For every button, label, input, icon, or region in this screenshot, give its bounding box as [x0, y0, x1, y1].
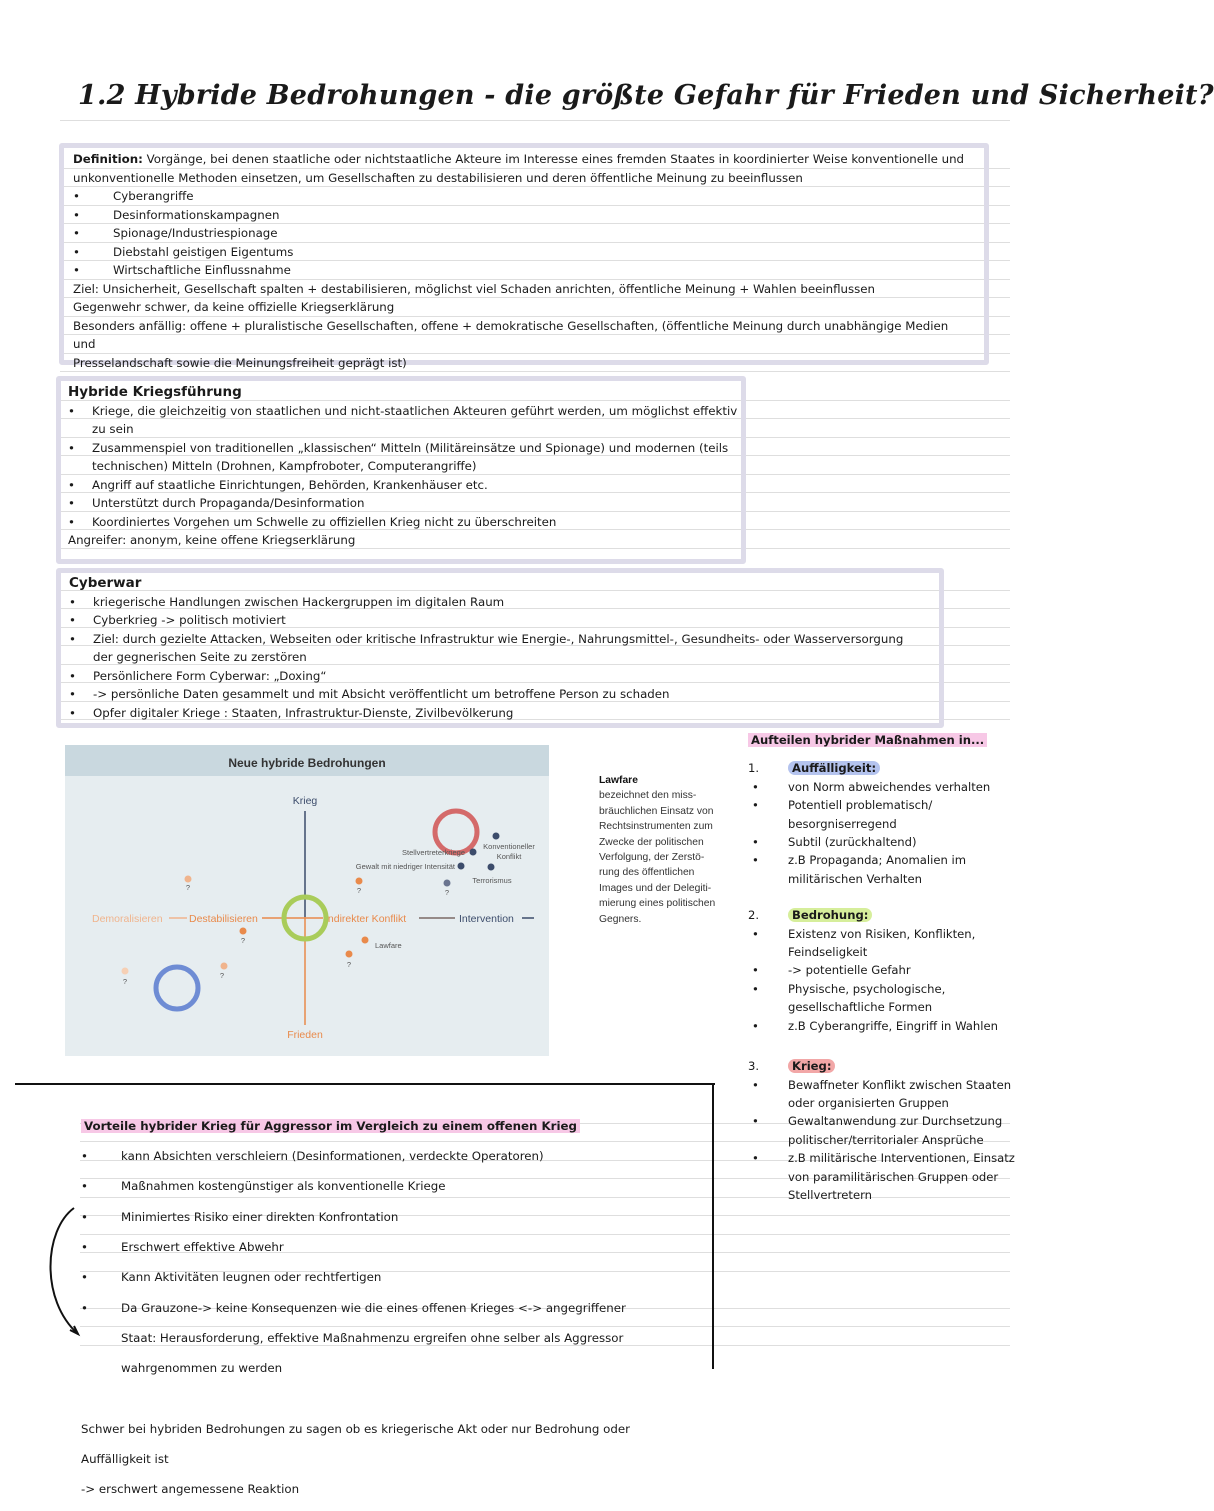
point-stellvertreterkriege	[470, 849, 477, 856]
list-item: • z.B Cyberangriffe, Eingriff in Wahlen	[752, 1018, 998, 1033]
lawfare-line: Verfolgung, der Zerstö-	[599, 852, 705, 864]
measure-title: Auffälligkeit:	[788, 761, 880, 775]
point-unknown-orange-3	[240, 928, 247, 935]
frame-right-line	[712, 1083, 714, 1369]
question-mark: ?	[185, 883, 191, 892]
measure-section-bedrohung: 2. Bedrohung:	[748, 906, 1028, 924]
question-mark: ?	[444, 888, 450, 897]
definition-content	[73, 150, 973, 372]
measures-heading: Aufteilen hybrider Maßnahmen in...	[748, 733, 987, 747]
list-item: • -> potentielle Gefahr	[752, 963, 911, 978]
ring-krieg-red	[435, 811, 477, 853]
list-item: • Koordiniertes Vorgehen um Schwelle zu offiziellen Krieg nicht zu überschreiten	[68, 514, 557, 529]
definition-label: Definition:	[73, 152, 143, 166]
page-title: 1.2 Hybride Bedrohungen - die größte Gefahr für Frieden und Sicherheit?	[78, 80, 1214, 111]
list-item-continuation: militärischen Verhalten	[788, 871, 922, 886]
y-label-frieden: Frieden	[287, 1029, 323, 1041]
chart-title: Neue hybride Bedrohungen	[228, 756, 386, 770]
x-label-indirekter-konflikt: Indirekter Konflikt	[325, 913, 407, 925]
lawfare-line: Zwecke der politischen	[599, 836, 704, 848]
lawfare-line: bräuchlichen Einsatz von	[599, 805, 714, 817]
cyberwar-content	[69, 574, 929, 722]
question-mark: ?	[219, 971, 225, 980]
chart-svg	[65, 745, 549, 1056]
x-label-intervention: Intervention	[459, 913, 514, 925]
label-gewalt-niedriger-intensitaet: Gewalt mit niedriger Intensität	[355, 862, 455, 871]
hybrid-threats-chart	[65, 745, 549, 1056]
definition-ziel: Ziel: Unsicherheit, Gesellschaft spalten + destabilisieren, möglichst viel Schaden anrichten, öffentliche Meinung + Wahlen beeinflussen	[73, 281, 876, 296]
list-item: • Existenz von Risiken, Konflikten,	[752, 926, 976, 941]
list-item: • Zusammenspiel von traditionellen „klassischen“ Mitteln (Militäreinsätze und Spionage) und modernen (teils	[68, 440, 729, 455]
cyberwar-heading: Cyberwar	[69, 575, 142, 591]
list-item-continuation: Stellvertretern	[788, 1187, 873, 1202]
question-mark: ?	[240, 936, 246, 945]
point-unknown-orange-4	[346, 951, 353, 958]
ring-demoralize-blue	[156, 967, 198, 1009]
measures-column	[748, 731, 1028, 1204]
definition-paragraph	[73, 150, 973, 169]
list-item: • Kriege, die gleichzeitig von staatlichen und nicht-staatlichen Akteuren geführt werden, um möglichst effektiv	[68, 403, 738, 418]
x-label-demoralisieren: Demoralisieren	[92, 913, 163, 925]
measure-section-krieg: 3. Krieg:	[748, 1057, 1028, 1075]
list-item: • Potentiell problematisch/	[752, 798, 933, 813]
label-stellvertreterkriege: Stellvertreterkriege	[402, 848, 465, 857]
list-item-continuation: Staat: Herausforderung, effektive Maßnahmenzu ergreifen ohne selber als Aggressor	[121, 1330, 624, 1345]
list-item-continuation: gesellschaftliche Formen	[788, 1000, 933, 1015]
question-mark: ?	[356, 886, 362, 895]
list-item: • Gewaltanwendung zur Durchsetzung	[752, 1114, 1003, 1129]
lawfare-title: Lawfare	[599, 775, 638, 786]
list-item-continuation: Feindseligkeit	[788, 945, 868, 960]
advantages-section	[81, 1105, 701, 1511]
lawfare-line: bezeichnet den miss-	[599, 790, 697, 802]
list-item: • Angriff auf staatliche Einrichtungen, Behörden, Krankenhäuser etc.	[68, 477, 488, 492]
point-terrorismus	[488, 864, 495, 871]
definition-anfaellig-2: Presselandschaft sowie die Meinungsfreiheit geprägt ist)	[73, 355, 407, 370]
point-unknown-orange-6	[122, 968, 129, 975]
label-konventioneller-konflikt-2: Konflikt	[496, 852, 522, 861]
list-item: • Spionage/Industriespionage	[73, 226, 278, 240]
point-unknown-orange-1	[356, 878, 363, 885]
list-item: • Da Grauzone-> keine Konsequenzen wie die eines offenen Krieges <-> angegriffener	[81, 1300, 626, 1315]
definition-text-2: unkonventionelle Methoden einsetzen, um Gesellschaften zu destabilisieren und deren öffentliche Meinung zu beeinflussen	[73, 170, 803, 185]
list-item: • Minimiertes Risiko einer direkten Konfrontation	[81, 1209, 399, 1224]
list-item: • Diebstahl geistigen Eigentums	[73, 244, 294, 259]
list-item: • Desinformationskampagnen	[73, 207, 280, 222]
list-item: • Erschwert effektive Abwehr	[81, 1239, 284, 1254]
list-item: • Opfer digitaler Kriege : Staaten, Infrastruktur-Dienste, Zivilbevölkerung	[69, 705, 514, 720]
list-item: • Ziel: durch gezielte Attacken, Webseiten oder kritische Infrastruktur wie Energie-, Nahrungsmittel-, Gesundheits- oder Wasserversorgung	[69, 631, 904, 646]
list-item-continuation: politischer/territorialer Ansprüche	[788, 1132, 984, 1147]
label-konventioneller-konflikt-1: Konventioneller	[483, 842, 535, 851]
lawfare-line: Rechtsinstrumenten zum	[599, 821, 713, 833]
question-mark: ?	[122, 977, 128, 986]
list-item: • Unterstützt durch Propaganda/Desinformation	[68, 496, 365, 510]
point-lawfare	[362, 937, 369, 944]
list-item: • Persönlichere Form Cyberwar: „Doxing“	[69, 668, 327, 683]
list-item: • von Norm abweichendes verhalten	[752, 779, 991, 794]
definition-text-1: Vorgänge, bei denen staatliche oder nichtstaatliche Akteure im Interesse eines fremden Staates in koordinierter Weise konventionelle und	[142, 152, 965, 166]
list-item: • Physische, psychologische,	[752, 981, 946, 996]
lawfare-line: Images und der Delegiti-	[599, 882, 712, 894]
lawfare-line: rung des öffentlichen	[599, 867, 695, 879]
list-item-continuation: oder organisierten Gruppen	[788, 1095, 949, 1110]
question-mark: ?	[346, 960, 352, 969]
list-item: • -> persönliche Daten gesammelt und mit Absicht veröffentlicht um betroffene Person zu schaden	[69, 687, 670, 701]
x-label-destabilisieren: Destabilisieren	[189, 913, 258, 925]
point-unknown-orange-5	[221, 963, 228, 970]
list-item: • z.B Propaganda; Anomalien im	[752, 853, 967, 868]
measure-title: Bedrohung:	[788, 908, 872, 922]
hybrid-warfare-footer: Angreifer: anonym, keine offene Kriegserklärung	[68, 533, 356, 547]
lawfare-line: mierung eines politischen	[599, 898, 716, 910]
point-unknown-orange-2	[185, 876, 192, 883]
list-item: • z.B militärische Interventionen, Einsatz	[752, 1151, 1015, 1166]
advantages-closing-1: Schwer bei hybriden Bedrohungen zu sagen ob es kriegerische Akt oder nur Bedrohung oder	[81, 1421, 630, 1436]
list-item-continuation: besorgniserregend	[788, 816, 897, 831]
advantages-closing-3: -> erschwert angemessene Reaktion	[81, 1482, 300, 1497]
list-item: • Cyberkrieg -> politisch motiviert	[69, 613, 286, 627]
list-item: • Cyberangriffe	[73, 189, 194, 203]
list-item: • kriegerische Handlungen zwischen Hackergruppen im digitalen Raum	[69, 594, 505, 609]
list-item-continuation: technischen) Mitteln (Drohnen, Kampfroboter, Computerangriffe)	[92, 459, 477, 473]
point-unknown-navy	[444, 880, 451, 887]
definition-anfaellig-1: Besonders anfällig: offene + pluralistische Gesellschaften, offene + demokratische Gesellschaften, (öffentliche Meinung durch unabhängige Medien und	[73, 318, 949, 351]
measure-title: Krieg:	[788, 1059, 835, 1073]
list-item-continuation: der gegnerischen Seite zu zerstören	[93, 650, 307, 664]
advantages-heading: Vorteile hybrider Krieg für Aggressor im Vergleich zu einem offenen Krieg	[81, 1119, 580, 1133]
list-item-continuation: wahrgenommen zu werden	[121, 1361, 283, 1376]
list-item-continuation: zu sein	[92, 422, 134, 436]
point-gewalt-niedriger-intensitaet	[458, 863, 465, 870]
y-label-krieg: Krieg	[292, 795, 318, 807]
list-item: • Bewaffneter Konflikt zwischen Staaten	[752, 1077, 1012, 1092]
point-konventioneller-konflikt	[493, 833, 500, 840]
list-item-continuation: von paramilitärischen Gruppen oder	[788, 1169, 999, 1184]
list-item: • kann Absichten verschleiern (Desinformationen, verdeckte Operatoren)	[81, 1149, 544, 1164]
list-item: • Maßnahmen kostengünstiger als konventionelle Kriege	[81, 1179, 446, 1194]
list-item: • Subtil (zurückhaltend)	[752, 835, 917, 850]
hybrid-warfare-heading: Hybride Kriegsführung	[68, 384, 242, 400]
list-item: • Kann Aktivitäten leugnen oder rechtfertigen	[81, 1270, 382, 1285]
lawfare-line: Gegners.	[599, 913, 642, 925]
measure-section-auffaelligkeit: 1. Auffälligkeit:	[748, 759, 1028, 777]
label-lawfare: Lawfare	[375, 941, 402, 950]
frame-top-line	[15, 1083, 715, 1085]
lawfare-note	[599, 773, 729, 927]
advantages-closing-2: Auffälligkeit ist	[81, 1452, 169, 1467]
hybrid-warfare-content	[68, 383, 738, 550]
definition-gegenwehr: Gegenwehr schwer, da keine offizielle Kriegserklärung	[73, 300, 395, 314]
label-terrorismus: Terrorismus	[472, 876, 512, 885]
list-item: • Wirtschaftliche Einflussnahme	[73, 263, 291, 277]
